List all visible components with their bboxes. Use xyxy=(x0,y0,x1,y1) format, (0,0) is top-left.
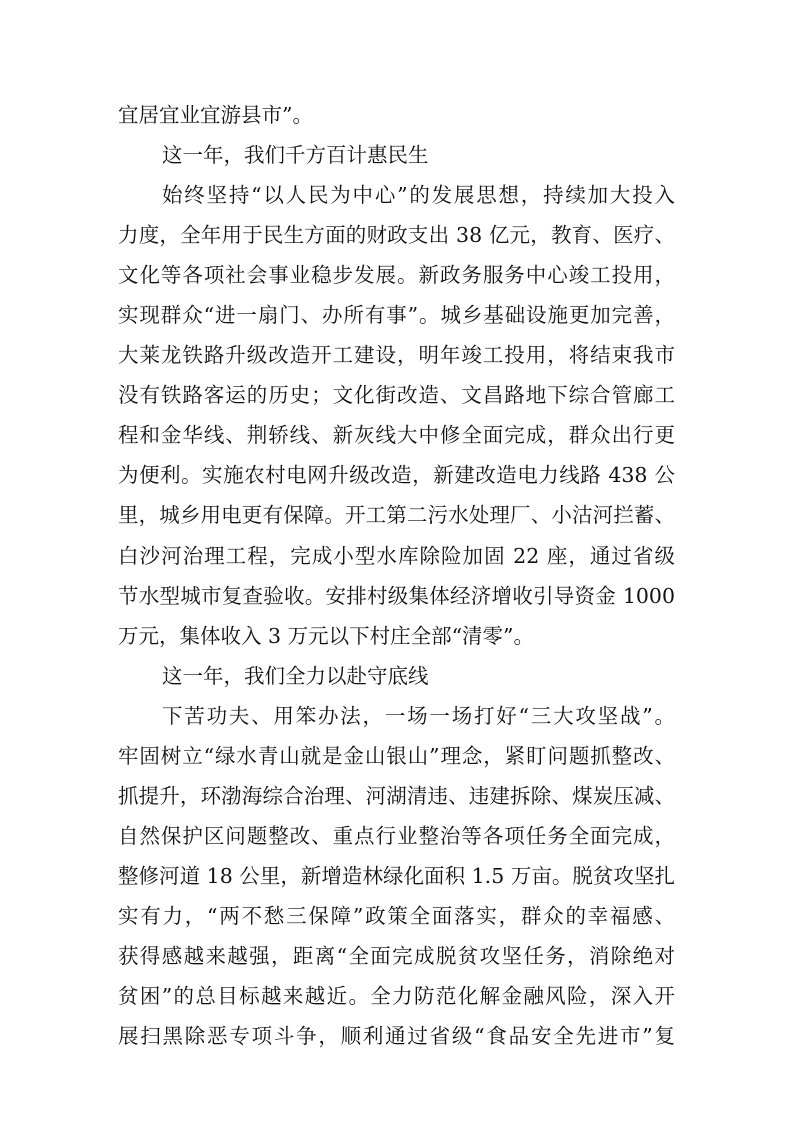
text-line: 万元，集体收入 3 万元以下村庄全部“清零”。 xyxy=(118,623,535,648)
text-line: 文化等各项社会事业稳步发展。新政务服务中心竣工投用， xyxy=(118,263,675,288)
text-line: 实现群众“进一扇门、办所有事”。城乡基础设施更加完善， xyxy=(118,303,675,328)
text-line: 贫困”的总目标越来越近。全力防范化解金融风险，深入开 xyxy=(118,984,675,1009)
text-line: 白沙河治理工程，完成小型水库除险加固 22 座，通过省级 xyxy=(118,543,675,568)
text-line: 整修河道 18 公里，新增造林绿化面积 1.5 万亩。脱贫攻坚扎 xyxy=(118,863,675,888)
text-line: 自然保护区问题整改、重点行业整治等各项任务全面完成， xyxy=(118,823,675,848)
text-line: 宜居宜业宜游县市”。 xyxy=(118,103,313,127)
text-line: 实有力，“两不愁三保障”政策全面落实，群众的幸福感、 xyxy=(118,903,675,928)
text-line: 这一年，我们千方百计惠民生 xyxy=(162,143,429,168)
text-line: 这一年，我们全力以赴守底线 xyxy=(162,663,429,688)
text-line: 里，城乡用电更有保障。开工第二污水处理厂、小沽河拦蓄、 xyxy=(118,503,675,528)
paragraph xyxy=(118,696,675,1056)
text-line: 抓提升，环渤海综合治理、河湖清违、违建拆除、煤炭压减、 xyxy=(118,783,675,808)
paragraph xyxy=(118,175,675,656)
text-line: 始终坚持“以人民为中心”的发展思想，持续加大投入 xyxy=(162,183,675,208)
document-page xyxy=(118,95,675,1056)
text-line: 节水型城市复查验收。安排村级集体经济增收引导资金 1000 xyxy=(118,583,675,608)
text-line: 展扫黑除恶专项斗争，顺利通过省级“食品安全先进市”复 xyxy=(118,1024,675,1049)
text-line: 力度，全年用于民生方面的财政支出 38 亿元，教育、医疗、 xyxy=(118,223,675,248)
text-line: 为便利。实施农村电网升级改造，新建改造电力线路 438 公 xyxy=(118,463,675,488)
paragraph xyxy=(118,95,675,135)
section-heading xyxy=(118,656,675,696)
text-line: 程和金华线、荆轿线、新灰线大中修全面完成，群众出行更 xyxy=(118,423,675,448)
text-line: 牢固树立“绿水青山就是金山银山”理念，紧盯问题抓整改、 xyxy=(118,743,675,768)
text-line: 获得感越来越强，距离“全面完成脱贫攻坚任务，消除绝对 xyxy=(118,943,675,968)
section-heading xyxy=(118,135,675,175)
text-line: 没有铁路客运的历史；文化街改造、文昌路地下综合管廊工 xyxy=(118,383,675,408)
text-line: 下苦功夫、用笨办法，一场一场打好“三大攻坚战”。 xyxy=(162,703,675,728)
text-line: 大莱龙铁路升级改造开工建设，明年竣工投用，将结束我市 xyxy=(118,343,675,368)
